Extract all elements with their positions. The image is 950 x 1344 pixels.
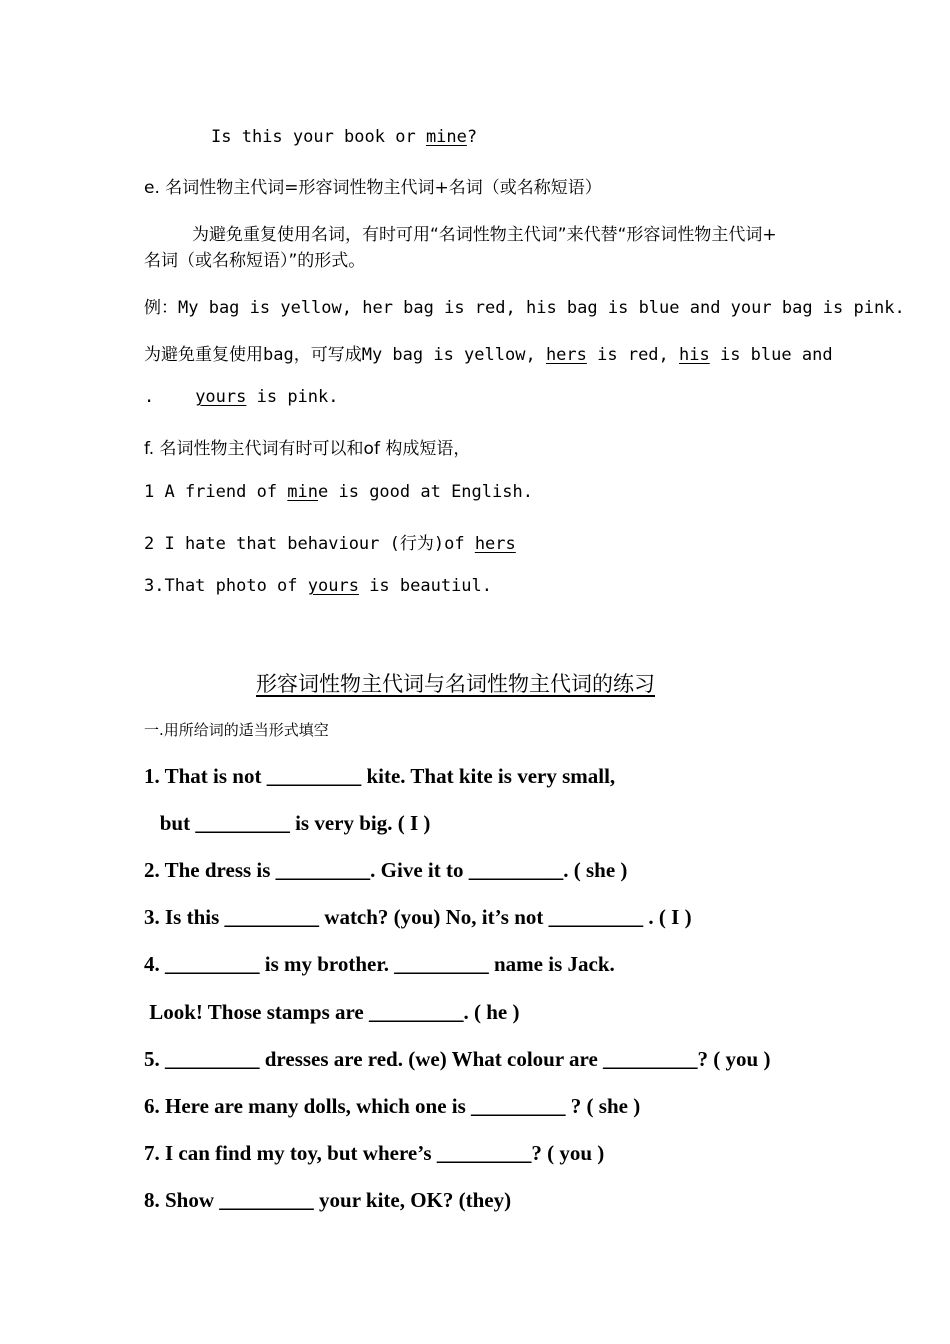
underlined-word: min bbox=[287, 482, 319, 502]
exercise-line: 2. The dress is _________. Give it to _________. ( she ) bbox=[144, 858, 628, 882]
section-e-title: e. 名词性物主代词=形容词性物主代词+名词（或名称短语） bbox=[144, 178, 602, 198]
underlined-word: hers bbox=[545, 345, 587, 365]
text: . bbox=[144, 387, 196, 407]
underlined-word: hers bbox=[474, 534, 516, 554]
exercise-line: 1. That is not _________ kite. That kite is very small, bbox=[144, 764, 616, 788]
section-e-desc-2: 名词（或名称短语）”的形式。 bbox=[144, 251, 366, 271]
underlined-word: his bbox=[679, 345, 710, 365]
exercise-line: 3. Is this _________ watch? (you) No, it’s not _________ . ( I ) bbox=[144, 905, 692, 929]
note-line-question bbox=[211, 127, 477, 147]
exercise-line: 4. _________ is my brother. _________ name is Jack. bbox=[144, 952, 615, 976]
text: 3.That photo of bbox=[144, 576, 308, 596]
text: is pink. bbox=[246, 387, 339, 407]
text: is red, bbox=[586, 345, 680, 365]
text: 1 A friend of bbox=[144, 482, 288, 502]
underlined-word: yours bbox=[195, 387, 247, 407]
text: ? bbox=[466, 127, 478, 147]
exercise-line: 5. _________ dresses are red. (we) What colour are _________? ( you ) bbox=[144, 1047, 771, 1071]
exercise-line: 7. I can find my toy, but where’s _________? ( you ) bbox=[144, 1141, 605, 1165]
text: 为避免重复使用bag，可写成My bag is yellow, bbox=[144, 345, 546, 365]
text: is beautiul. bbox=[358, 576, 493, 596]
text: is blue and bbox=[709, 345, 833, 365]
text: Is this your book or bbox=[211, 127, 426, 147]
underlined-word: yours bbox=[307, 576, 359, 596]
underlined-word: mine bbox=[425, 127, 467, 147]
rewrite-line bbox=[144, 340, 833, 365]
text: 2 I hate that behaviour (行为)of bbox=[144, 534, 475, 554]
text: e is good at English. bbox=[318, 482, 533, 502]
f-example-2 bbox=[144, 529, 516, 554]
section-e-desc-1: 为避免重复使用名词，有时可用“名词性物主代词”来代替“形容词性物主代词+ bbox=[192, 225, 777, 245]
f-example-1 bbox=[144, 482, 533, 502]
rewrite-line-2 bbox=[144, 387, 339, 407]
exercise-line: but _________ is very big. ( I ) bbox=[144, 811, 431, 835]
exercise-line: 8. Show _________ your kite, OK? (they) bbox=[144, 1188, 512, 1212]
f-example-3 bbox=[144, 576, 492, 596]
section-f-title: f. 名词性物主代词有时可以和of 构成短语， bbox=[144, 439, 471, 459]
exercise-instruction: 一.用所给词的适当形式填空 bbox=[144, 721, 329, 739]
exercise-heading: 形容词性物主代词与名词性物主代词的练习 bbox=[256, 672, 655, 696]
exercise-line: 6. Here are many dolls, which one is _________ ? ( she ) bbox=[144, 1094, 641, 1118]
example-line: 例：My bag is yellow, her bag is red, his bag is blue and your bag is pink. bbox=[144, 298, 905, 318]
exercise-line: Look! Those stamps are _________. ( he ) bbox=[144, 1000, 520, 1024]
